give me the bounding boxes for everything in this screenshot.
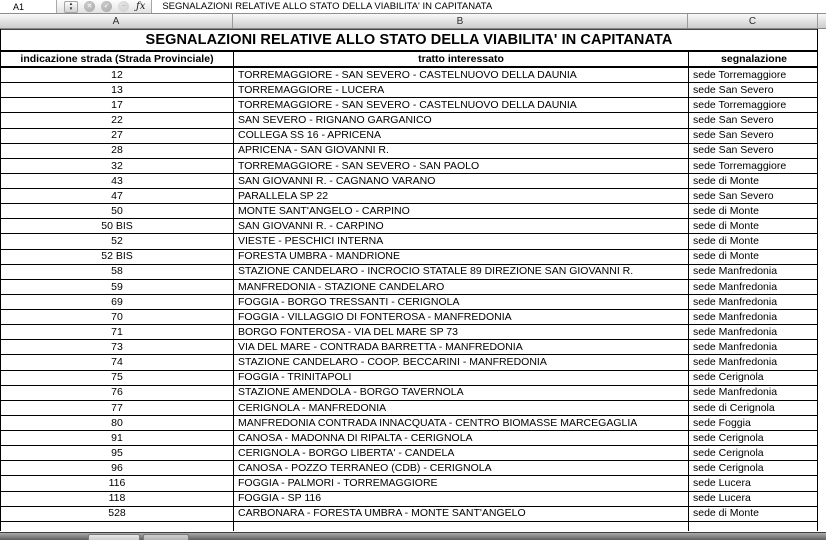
cell-tratto[interactable]: TORREMAGGIORE - SAN SEVERO - CASTELNUOVO DELLA DAUNIA (234, 68, 689, 82)
column-header-c[interactable]: C (688, 14, 818, 28)
table-row (1, 250, 817, 265)
empty-cell[interactable] (689, 522, 819, 531)
cell-segnalazione[interactable]: sede di Monte (693, 220, 759, 233)
name-box-stepper[interactable] (64, 1, 78, 13)
table-row (1, 507, 817, 522)
table-row (1, 159, 817, 174)
cell-segnalazione[interactable]: sede Torremaggiore (693, 99, 787, 112)
table-row (1, 340, 817, 355)
cell-strada[interactable]: 80 (1, 416, 234, 430)
cell-strada[interactable]: 69 (1, 295, 234, 309)
cell-segnalazione[interactable]: sede Lucera (693, 492, 751, 505)
cell-tratto[interactable]: CERIGNOLA - MANFREDONIA (234, 401, 689, 415)
cell-segnalazione[interactable]: sede Manfredonia (693, 295, 778, 308)
table-row (1, 144, 817, 159)
stepper-up-icon: ▲ (68, 1, 74, 6)
table-row (1, 431, 817, 446)
cell-strada[interactable]: 76 (1, 386, 234, 400)
table-row (1, 113, 817, 128)
cell-segnalazione[interactable]: sede Manfredonia (693, 280, 778, 293)
sheet-tab-stub[interactable] (143, 534, 189, 540)
table-row (1, 295, 817, 310)
table-body (1, 68, 817, 522)
cell-strada[interactable]: 77 (1, 401, 234, 415)
cell-tratto[interactable]: SAN SEVERO - RIGNANO GARGANICO (234, 113, 689, 127)
table-row (1, 174, 817, 189)
cell-tratto[interactable]: BORGO FONTEROSA - VIA DEL MARE SP 73 (234, 325, 689, 339)
table-title-cell[interactable]: SEGNALAZIONI RELATIVE ALLO STATO DELLA VIABILITA' IN CAPITANATA (1, 29, 817, 52)
cell-tratto[interactable]: CANOSA - POZZO TERRANEO (CDB) - CERIGNOLA (234, 461, 689, 475)
table-row (1, 325, 817, 340)
cell-segnalazione[interactable]: sede Torremaggiore (693, 68, 787, 81)
cell-tratto[interactable]: STAZIONE AMENDOLA - BORGO TAVERNOLA (234, 386, 689, 400)
cell-strada[interactable]: 96 (1, 461, 234, 475)
cell-segnalazione[interactable]: sede Cerignola (693, 446, 764, 459)
cell-tratto[interactable]: PARALLELA SP 22 (234, 189, 689, 203)
cell-strada[interactable]: 12 (1, 68, 234, 82)
cell-tratto[interactable]: SAN GIOVANNI R. - CARPINO (234, 219, 689, 233)
window-bottom-strip (0, 532, 826, 540)
header-strada[interactable]: indicazione strada (Strada Provinciale) (1, 52, 234, 66)
cell-strada[interactable]: 116 (1, 476, 234, 490)
cell-segnalazione[interactable]: sede di Monte (693, 174, 759, 187)
cell-tratto[interactable]: CARBONARA - FORESTA UMBRA - MONTE SANT'ANGELO (234, 507, 689, 521)
cell-strada[interactable]: 43 (1, 174, 234, 188)
cell-strada[interactable]: 71 (1, 325, 234, 339)
cell-segnalazione[interactable]: sede San Severo (693, 129, 774, 142)
cell-strada[interactable]: 32 (1, 159, 234, 173)
cell-strada[interactable]: 70 (1, 310, 234, 324)
cell-tratto[interactable]: COLLEGA SS 16 - APRICENA (234, 129, 689, 143)
cell-segnalazione[interactable]: sede Lucera (693, 477, 751, 490)
cell-segnalazione[interactable]: sede Manfredonia (693, 310, 778, 323)
cell-segnalazione[interactable]: sede di Cerignola (693, 401, 775, 414)
table-row (1, 371, 817, 386)
cell-segnalazione[interactable]: sede Cerignola (693, 431, 764, 444)
cell-strada[interactable]: 95 (1, 446, 234, 460)
cell-tratto[interactable]: MANFREDONIA - STAZIONE CANDELARO (234, 280, 689, 294)
cell-strada[interactable]: 27 (1, 129, 234, 143)
cell-segnalazione[interactable]: sede di Monte (693, 235, 759, 248)
table-row (1, 189, 817, 204)
cell-tratto[interactable]: FOGGIA - SP 116 (234, 492, 689, 506)
table-row (1, 129, 817, 144)
table-row (1, 416, 817, 431)
cell-strada[interactable]: 58 (1, 265, 234, 279)
cell-strada[interactable]: 28 (1, 144, 234, 158)
cell-segnalazione[interactable]: sede Torremaggiore (693, 159, 787, 172)
cell-strada[interactable]: 528 (1, 507, 234, 521)
cell-segnalazione[interactable]: sede Manfredonia (693, 341, 778, 354)
dash-button: − (118, 1, 129, 12)
table-row (1, 83, 817, 98)
table-row (1, 476, 817, 491)
cell-tratto[interactable]: MANFREDONIA CONTRADA INNACQUATA - CENTRO BIOMASSE MARCEGAGLIA (234, 416, 689, 430)
cell-segnalazione[interactable]: sede San Severo (693, 144, 774, 157)
cell-segnalazione[interactable]: sede San Severo (693, 114, 774, 127)
cell-segnalazione[interactable]: sede di Monte (693, 204, 759, 217)
empty-cell[interactable] (1, 522, 234, 531)
cell-tratto[interactable]: STAZIONE CANDELARO - COOP. BECCARINI - MANFREDONIA (234, 355, 689, 369)
spreadsheet-grid (0, 29, 826, 531)
cell-tratto[interactable]: APRICENA - SAN GIOVANNI R. (234, 144, 689, 158)
fx-icon[interactable]: ƒx (136, 1, 146, 12)
cell-segnalazione[interactable]: sede San Severo (693, 83, 774, 96)
cell-strada[interactable]: 52 BIS (1, 250, 234, 264)
cell-segnalazione[interactable]: sede Manfredonia (693, 265, 778, 278)
column-header-sliver (818, 14, 826, 28)
stepper-down-icon: ▼ (68, 5, 74, 11)
table-row (1, 265, 817, 280)
accept-entry-button[interactable]: ✓ (101, 1, 112, 12)
cell-tratto[interactable]: MONTE SANT'ANGELO - CARPINO (234, 204, 689, 218)
cell-tratto[interactable]: TORREMAGGIORE - SAN SEVERO - SAN PAOLO (234, 159, 689, 173)
formula-bar (0, 0, 826, 14)
column-header-row (0, 14, 826, 29)
cell-segnalazione[interactable]: sede di Monte (693, 507, 759, 520)
table-row (1, 310, 817, 325)
cell-strada[interactable]: 73 (1, 340, 234, 354)
table-row (1, 401, 817, 416)
cell-segnalazione[interactable]: sede San Severo (693, 189, 774, 202)
cell-strada[interactable]: 13 (1, 83, 234, 97)
cell-strada[interactable]: 50 (1, 204, 234, 218)
cell-tratto[interactable]: VIA DEL MARE - CONTRADA BARRETTA - MANFREDONIA (234, 340, 689, 354)
viability-table (0, 29, 818, 531)
empty-row (1, 522, 817, 531)
cell-strada[interactable]: 91 (1, 431, 234, 445)
cell-tratto[interactable]: TORREMAGGIORE - SAN SEVERO - CASTELNUOVO DELLA DAUNIA (234, 98, 689, 112)
cell-segnalazione[interactable]: sede di Monte (693, 250, 759, 263)
cell-tratto[interactable]: FOGGIA - VILLAGGIO DI FONTEROSA - MANFREDONIA (234, 310, 689, 324)
cell-strada[interactable]: 74 (1, 355, 234, 369)
cell-tratto[interactable]: FOGGIA - BORGO TRESSANTI - CERIGNOLA (234, 295, 689, 309)
table-row (1, 280, 817, 295)
cell-tratto[interactable]: FOGGIA - TRINITAPOLI (234, 371, 689, 385)
cell-segnalazione[interactable]: sede Cerignola (693, 371, 764, 384)
cell-tratto[interactable]: CERIGNOLA - BORGO LIBERTA' - CANDELA (234, 446, 689, 460)
cell-tratto[interactable]: VIESTE - PESCHICI INTERNA (234, 234, 689, 248)
cell-tratto[interactable]: STAZIONE CANDELARO - INCROCIO STATALE 89 DIREZIONE SAN GIOVANNI R. (234, 265, 689, 279)
cell-segnalazione[interactable]: sede Manfredonia (693, 356, 778, 369)
cell-tratto[interactable]: TORREMAGGIORE - LUCERA (234, 83, 689, 97)
table-row (1, 461, 817, 476)
table-row (1, 204, 817, 219)
cell-tratto[interactable]: SAN GIOVANNI R. - CAGNANO VARANO (234, 174, 689, 188)
table-row (1, 355, 817, 370)
cancel-entry-button[interactable]: ✕ (84, 1, 95, 12)
table-row (1, 68, 817, 83)
formula-input[interactable]: SEGNALAZIONI RELATIVE ALLO STATO DELLA VIABILITA' IN CAPITANATA (151, 0, 826, 13)
table-row (1, 386, 817, 401)
empty-cell[interactable] (234, 522, 689, 531)
column-header-a[interactable]: A (0, 14, 233, 28)
table-header-row (1, 52, 817, 68)
cell-segnalazione[interactable]: sede Manfredonia (693, 386, 778, 399)
cell-tratto[interactable]: CANOSA - MADONNA DI RIPALTA - CERIGNOLA (234, 431, 689, 445)
cell-name-box[interactable]: A1 (0, 0, 57, 13)
cell-strada[interactable]: 47 (1, 189, 234, 203)
table-row (1, 234, 817, 249)
cell-strada[interactable]: 50 BIS (1, 219, 234, 233)
cell-strada[interactable]: 52 (1, 234, 234, 248)
cell-strada[interactable]: 22 (1, 113, 234, 127)
header-tratto[interactable]: tratto interessato (234, 52, 689, 66)
cell-strada[interactable]: 118 (1, 492, 234, 506)
cell-tratto[interactable]: FOGGIA - PALMORI - TORREMAGGIORE (234, 476, 689, 490)
cell-strada[interactable]: 17 (1, 98, 234, 112)
header-segnalazione[interactable]: segnalazione (721, 53, 787, 65)
cell-segnalazione[interactable]: sede Manfredonia (693, 325, 778, 338)
cell-tratto[interactable]: FORESTA UMBRA - MANDRIONE (234, 250, 689, 264)
cell-strada[interactable]: 59 (1, 280, 234, 294)
table-row (1, 98, 817, 113)
table-row (1, 446, 817, 461)
cell-segnalazione[interactable]: sede Foggia (693, 416, 751, 429)
table-row (1, 219, 817, 234)
table-row (1, 492, 817, 507)
cell-strada[interactable]: 75 (1, 371, 234, 385)
sheet-tab-stub[interactable] (88, 534, 140, 540)
column-header-b[interactable]: B (233, 14, 688, 28)
cell-segnalazione[interactable]: sede Cerignola (693, 462, 764, 475)
